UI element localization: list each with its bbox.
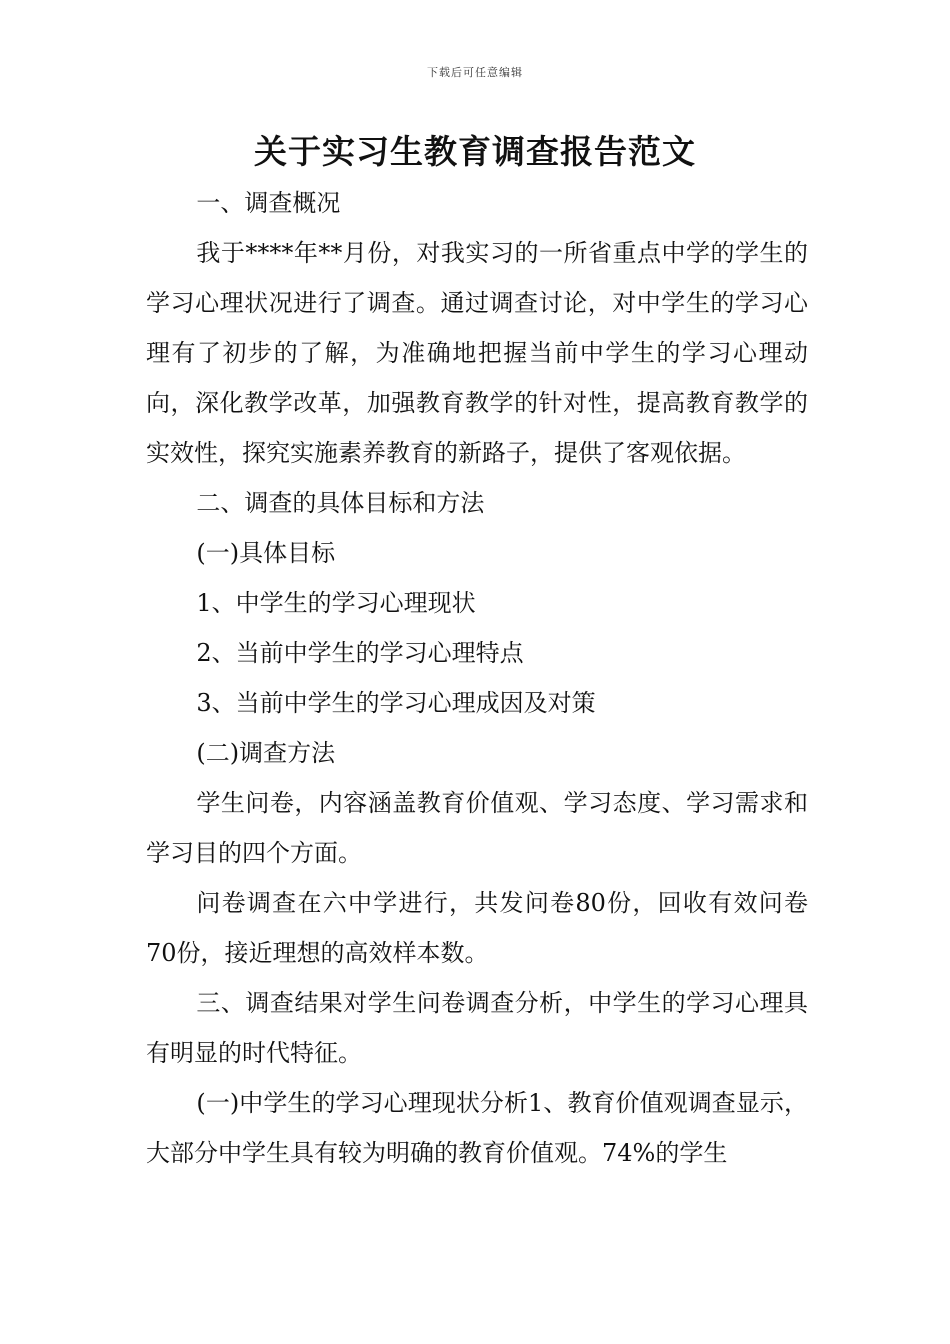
list-item-goal-1: 1、中学生的学习心理现状 <box>196 589 476 617</box>
list-item-goal-3: 3、当前中学生的学习心理成因及对策 <box>196 689 596 717</box>
list-item-goal-2: 2、当前中学生的学习心理特点 <box>196 639 524 667</box>
document-title: 关于实习生教育调查报告范文 <box>254 132 696 171</box>
paragraph-results: 三、调查结果对学生问卷调查分析，中学生的学习心理具有明显的时代特征。 <box>146 989 808 1067</box>
subheading-methods: (二)调查方法 <box>196 739 336 767</box>
header-note: 下载后可任意编辑 <box>427 66 523 79</box>
paragraph-survey-sample: 问卷调查在六中学进行，共发问卷80份，回收有效问卷70份，接近理想的高效样本数。 <box>146 889 808 967</box>
section-heading-overview: 一、调查概况 <box>196 189 341 217</box>
paragraph-status-analysis: (一)中学生的学习心理现状分析1、教育价值观调查显示，大部分中学生具有较为明确的教育价值观。74%的学生 <box>146 1089 808 1167</box>
paragraph-overview: 我于****年**月份，对我实习的一所省重点中学的学生的学习心理状况进行了调查。通过调查讨论，对中学生的学习心理有了初步的了解，为准确地把握当前中学生的学习心理动向，深化教学改革，加强教育教学的针对性，提高教育教学的实效性，探究实施素养教育的新路子，提供了客观依据。 <box>146 239 808 467</box>
subheading-specific-goals: (一)具体目标 <box>196 539 336 567</box>
document-body <box>146 178 808 1178</box>
paragraph-questionnaire: 学生问卷，内容涵盖教育价值观、学习态度、学习需求和学习目的四个方面。 <box>146 789 808 867</box>
section-heading-goals-methods: 二、调查的具体目标和方法 <box>196 489 485 517</box>
